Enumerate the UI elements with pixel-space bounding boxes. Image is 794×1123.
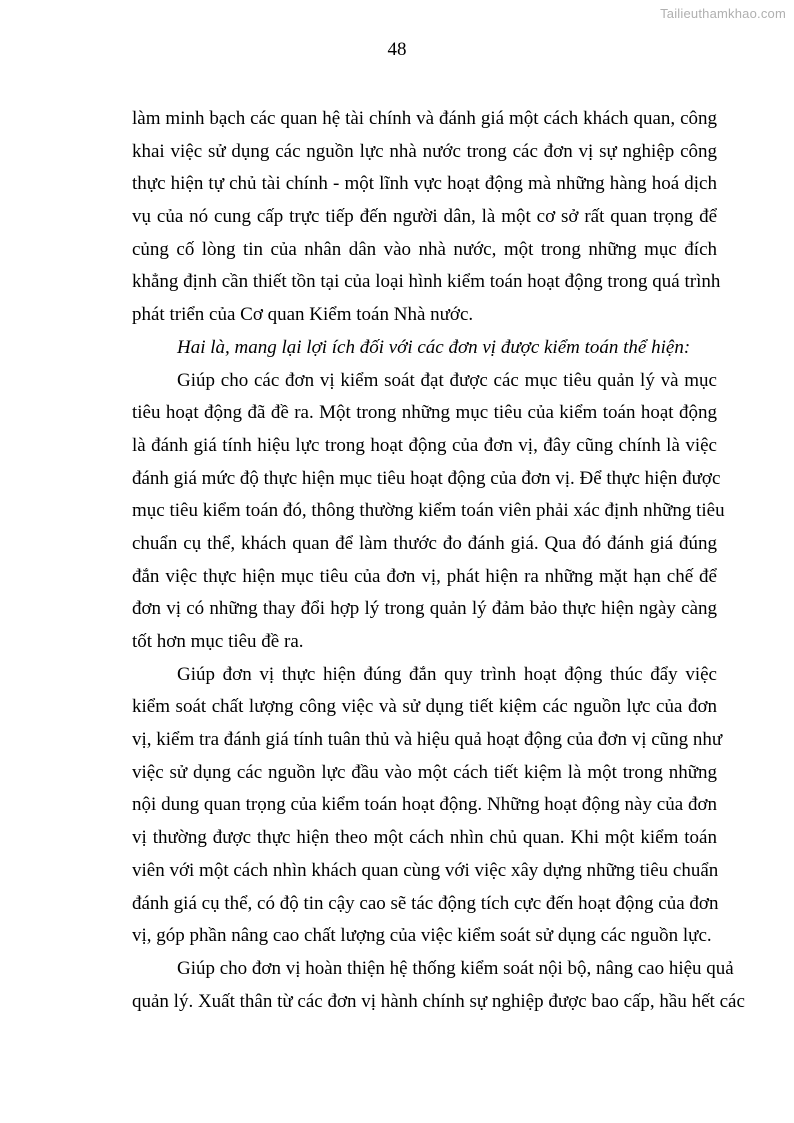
text-line: là đánh giá tính hiệu lực trong hoạt động của đơn vị, đây cũng chính là việc [132, 434, 717, 456]
text-line: đánh giá mức độ thực hiện mục tiêu hoạt động của đơn vị. Để thực hiện được [132, 467, 721, 489]
text-line: khai việc sử dụng các nguồn lực nhà nước trong các đơn vị sự nghiệp công [132, 140, 717, 162]
text-line: củng cố lòng tin của nhân dân vào nhà nước, một trong những mục đích [132, 238, 717, 260]
section-heading: Hai là, mang lại lợi ích đối với các đơn vị được kiểm toán thể hiện: [177, 336, 691, 358]
watermark: Tailieuthamkhao.com [660, 6, 786, 21]
text-line: đánh giá cụ thể, có độ tin cậy cao sẽ tác động tích cực đến hoạt động của đơn [132, 892, 719, 914]
text-line: viên với một cách nhìn khách quan cùng với việc xây dựng những tiêu chuẩn [132, 859, 719, 881]
text-line: chuẩn cụ thể, khách quan để làm thước đo đánh giá. Qua đó đánh giá đúng [132, 532, 717, 554]
text-line: làm minh bạch các quan hệ tài chính và đánh giá một cách khách quan, công [132, 108, 717, 129]
text-line: vị thường được thực hiện theo một cách nhìn chủ quan. Khi một kiểm toán [132, 827, 717, 849]
text-line: quản lý. Xuất thân từ các đơn vị hành chính sự nghiệp được bao cấp, hầu hết các [132, 990, 745, 1012]
text-line: thực hiện tự chủ tài chính - một lĩnh vực hoạt động mà những hàng hoá dịch [132, 173, 717, 195]
text-line: tiêu hoạt động đã đề ra. Một trong những mục tiêu của kiểm toán hoạt động [132, 402, 717, 424]
text-line: khẳng định cần thiết tồn tại của loại hình kiểm toán hoạt động trong quá trình [132, 271, 721, 293]
text-line: phát triển của Cơ quan Kiểm toán Nhà nước. [132, 304, 474, 326]
text-line: nội dung quan trọng của kiểm toán hoạt động. Những hoạt động này của đơn [132, 794, 717, 816]
text-line: Giúp cho đơn vị hoàn thiện hệ thống kiểm soát nội bộ, nâng cao hiệu quả [177, 957, 734, 979]
body-text [132, 103, 745, 1018]
text-line: vị, góp phần nâng cao chất lượng của việc kiểm soát sử dụng các nguồn lực. [132, 925, 712, 947]
page-number: 48 [387, 39, 407, 60]
text-line: việc sử dụng các nguồn lực đầu vào một cách tiết kiệm là một trong những [132, 761, 717, 783]
text-line: tốt hơn mục tiêu đề ra. [132, 631, 304, 652]
text-line: mục tiêu kiểm toán đó, thông thường kiểm toán viên phải xác định những tiêu [132, 500, 725, 522]
text-line: kiểm soát chất lượng công việc và sử dụng tiết kiệm các nguồn lực của đơn [132, 696, 717, 718]
text-line: Giúp đơn vị thực hiện đúng đắn quy trình hoạt động thúc đẩy việc [177, 663, 717, 685]
text-line: vị, kiểm tra đánh giá tính tuân thủ và hiệu quả hoạt động của đơn vị cũng như [132, 729, 723, 751]
text-line: Giúp cho các đơn vị kiểm soát đạt được các mục tiêu quản lý và mục [177, 369, 717, 391]
text-line: vụ của nó cung cấp trực tiếp đến người dân, là một cơ sở rất quan trọng để [132, 206, 717, 228]
text-line: đơn vị có những thay đổi hợp lý trong quản lý đảm bảo thực hiện ngày càng [132, 598, 717, 620]
text-line: đắn việc thực hiện mục tiêu của đơn vị, phát hiện ra những mặt hạn chế để [132, 565, 717, 587]
